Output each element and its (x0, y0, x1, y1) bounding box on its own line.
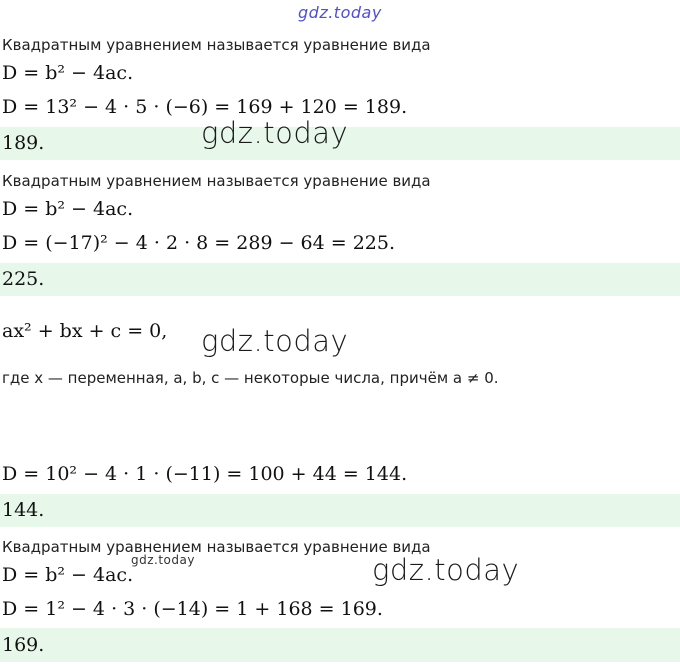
answer-band-4 (0, 628, 680, 662)
watermark-small: gdz.today (131, 553, 195, 567)
answer-3: 144. (2, 499, 45, 521)
watermark-2: gdz.today (201, 324, 349, 358)
calculation-3: D = 10² − 4 · 1 · (−11) = 100 + 44 = 144. (2, 463, 408, 485)
calculation-2: D = (−17)² − 4 · 2 · 8 = 289 − 64 = 225. (2, 232, 396, 254)
intro-text-1: Квадратным уравнением называется уравнение вида (2, 36, 431, 54)
calculation-4: D = 1² − 4 · 3 · (−14) = 1 + 168 = 169. (2, 598, 383, 620)
answer-4: 169. (2, 634, 45, 656)
formula-d-2: D = b² − 4ac. (2, 198, 134, 220)
intro-text-2: Квадратным уравнением называется уравнение вида (2, 172, 431, 190)
intro-text-3: Квадратным уравнением называется уравнение вида (2, 538, 431, 556)
formula-d-3: D = b² − 4ac. (2, 564, 134, 586)
answer-band-3 (0, 494, 680, 527)
watermark-1: gdz.today (201, 116, 349, 150)
answer-1: 189. (2, 132, 45, 154)
discriminant-formula-1 (2, 62, 133, 84)
watermark-3: gdz.today (372, 553, 520, 587)
formula-d-1: D = b² − 4ac. (2, 62, 134, 84)
definition-text: где x — переменная, a, b, c — некоторые числа, причём a ≠ 0. (2, 369, 499, 387)
calculation-1: D = 13² − 4 · 5 · (−6) = 169 + 120 = 189. (2, 96, 408, 118)
watermark-top: gdz.today (298, 3, 382, 22)
answer-band-2 (0, 263, 680, 296)
general-equation: ax² + bx + c = 0, (2, 320, 168, 342)
answer-2: 225. (2, 268, 45, 290)
